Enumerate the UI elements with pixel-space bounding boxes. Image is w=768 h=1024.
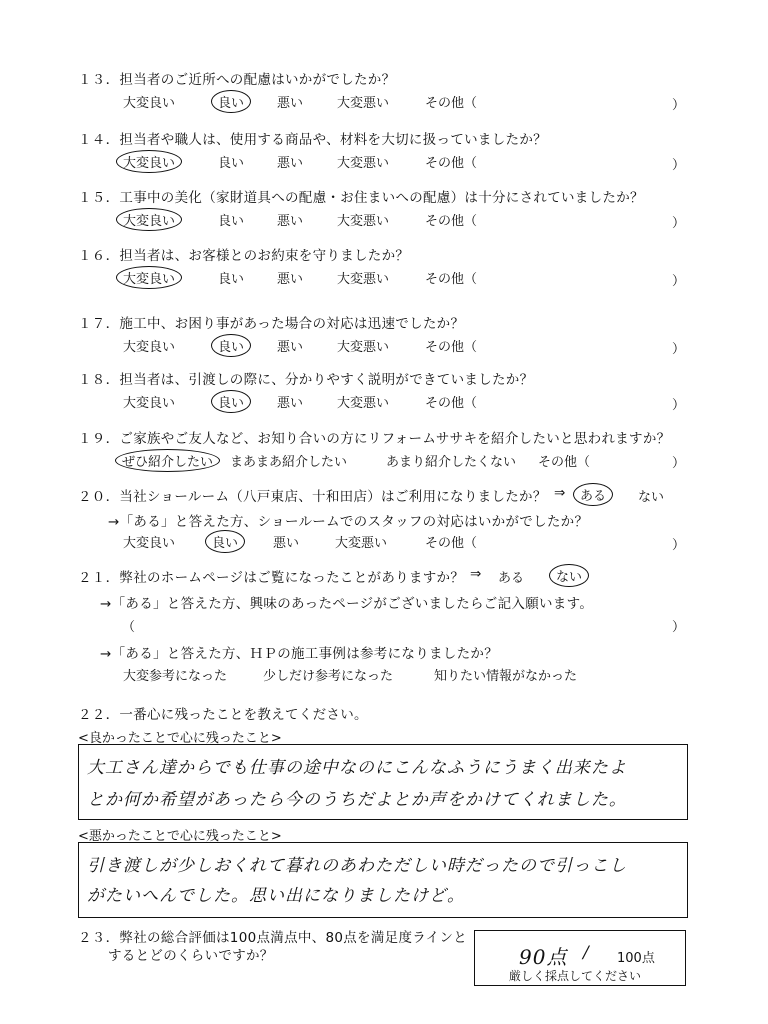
q19-close-paren: ） — [672, 456, 686, 471]
q21-close-paren: ） — [672, 620, 686, 635]
q13-option-0: 大変良い — [123, 96, 176, 111]
q17-close-paren: ） — [672, 342, 686, 357]
good-comment-line-2: とか何か希望があったら今のうちだよとか声をかけてくれました。 — [87, 790, 627, 810]
q21-sub-question-2: →「ある」と答えた方、ＨＰの施工事例は参考になりましたか？ — [100, 646, 499, 662]
q20-sub-option-0: 大変良い — [123, 536, 176, 551]
q16-option-3: 大変悪い — [337, 272, 390, 287]
q15-option-1: 良い — [218, 214, 245, 229]
question-23-line-2: するとどのくらいですか？ — [108, 948, 274, 964]
q13-option-3: 大変悪い — [337, 96, 390, 111]
score-box — [474, 930, 686, 986]
bad-comment-line-1: 引き渡しが少しおくれて暮れのあわただしい時だったので引っこし — [87, 856, 627, 876]
question-21: ２１．弊社のホームページはご覧になったことがありますか？ — [78, 570, 465, 586]
question-17: １７．施工中、お困り事があった場合の対応は迅速でしたか？ — [78, 316, 465, 332]
q21-open-paren: （ — [122, 620, 136, 635]
q15-option-4: その他（ — [425, 214, 478, 229]
q19-option-0: ぜひ紹介したい — [115, 449, 220, 472]
q21-option-2: 知りたい情報がなかった — [434, 669, 578, 684]
q21-sub-question-1: →「ある」と答えた方、興味のあったページがございましたらご記入願います。 — [100, 596, 594, 612]
q13-option-4: その他（ — [425, 96, 478, 111]
q14-option-1: 良い — [218, 156, 245, 171]
q19-option-1: まあまあ紹介したい — [230, 455, 348, 470]
q21-no: ない — [549, 564, 589, 587]
q17-option-3: 大変悪い — [337, 340, 390, 355]
q14-option-3: 大変悪い — [337, 156, 390, 171]
q17-option-0: 大変良い — [123, 340, 176, 355]
q19-option-3: その他（ — [538, 455, 591, 470]
q21-option-0: 大変参考になった — [123, 669, 228, 684]
q17-option-2: 悪い — [277, 340, 304, 355]
q21-arrow: ⇒ — [470, 566, 482, 582]
question-16: １６．担当者は、お客様とのお約束を守りましたか？ — [78, 248, 410, 264]
question-23-line-1: ２３．弊社の総合評価は100点満点中、80点を満足度ラインと — [78, 930, 468, 946]
q20-sub-option-3: 大変悪い — [335, 536, 388, 551]
score-slash: / — [583, 943, 590, 963]
question-13: １３．担当者のご近所への配慮はいかがでしたか？ — [78, 72, 396, 88]
score-max: 100点 — [617, 951, 655, 966]
q14-close-paren: ） — [672, 158, 686, 173]
q20-sub-option-4: その他（ — [425, 536, 478, 551]
q20-close-paren: ） — [672, 538, 686, 553]
good-label: <良かったことで心に残ったこと> — [78, 731, 282, 746]
q21-yes: ある — [498, 571, 525, 586]
q16-option-0: 大変良い — [116, 266, 182, 289]
q14-option-4: その他（ — [425, 156, 478, 171]
bad-label: <悪かったことで心に残ったこと> — [78, 829, 282, 844]
question-19: １９．ご家族やご友人など、お知り合いの方にリフォームササキを紹介したいと思われますか？ — [78, 431, 671, 447]
good-comment-line-1: 大工さん達からでも仕事の途中なのにこんなふうにうまく出来たよ — [87, 758, 627, 778]
q15-option-3: 大変悪い — [337, 214, 390, 229]
score-note: 厳しく採点してください — [509, 969, 642, 983]
q16-close-paren: ） — [672, 274, 686, 289]
q13-option-1: 良い — [211, 90, 251, 113]
q16-option-2: 悪い — [277, 272, 304, 287]
q13-option-2: 悪い — [277, 96, 304, 111]
q21-option-1: 少しだけ参考になった — [263, 669, 394, 684]
q17-option-1: 良い — [211, 334, 251, 357]
q15-close-paren: ） — [672, 216, 686, 231]
question-14: １４．担当者や職人は、使用する商品や、材料を大切に扱っていましたか？ — [78, 132, 547, 148]
q20-sub-option-1: 良い — [205, 530, 245, 553]
q18-option-3: 大変悪い — [337, 396, 390, 411]
q18-option-4: その他（ — [425, 396, 478, 411]
bad-comment-line-2: がたいへんでした。思い出になりましたけど。 — [87, 886, 465, 906]
q17-option-4: その他（ — [425, 340, 478, 355]
q18-option-1: 良い — [211, 390, 251, 413]
q20-arrow: ⇒ — [554, 485, 566, 501]
question-18: １８．担当者は、引渡しの際に、分かりやすく説明ができていましたか？ — [78, 372, 534, 388]
q13-close-paren: ） — [672, 98, 686, 113]
q19-option-2: あまり紹介したくない — [386, 455, 517, 470]
question-22: ２２．一番心に残ったことを教えてください。 — [78, 707, 368, 723]
q20-yes: ある — [573, 483, 613, 506]
q18-option-0: 大変良い — [123, 396, 176, 411]
q15-option-2: 悪い — [277, 214, 304, 229]
q16-option-1: 良い — [218, 272, 245, 287]
q16-option-4: その他（ — [425, 272, 478, 287]
q15-option-0: 大変良い — [116, 208, 182, 231]
q18-close-paren: ） — [672, 398, 686, 413]
q20-no: ない — [638, 490, 665, 505]
score-value: 90点 — [519, 945, 568, 969]
q18-option-2: 悪い — [277, 396, 304, 411]
question-20: ２０．当社ショールーム（八戸東店、十和田店）はご利用になりましたか？ — [78, 489, 547, 505]
question-15: １５．工事中の美化（家財道具への配慮・お住まいへの配慮）は十分にされていましたか？ — [78, 190, 644, 206]
q20-sub-option-2: 悪い — [273, 536, 300, 551]
q14-option-0: 大変良い — [116, 150, 182, 173]
good-comment-box — [78, 744, 688, 820]
bad-comment-box — [78, 842, 688, 918]
q20-sub-question: →「ある」と答えた方、ショールームでのスタッフの対応はいかがでしたか？ — [108, 514, 589, 530]
q14-option-2: 悪い — [277, 156, 304, 171]
